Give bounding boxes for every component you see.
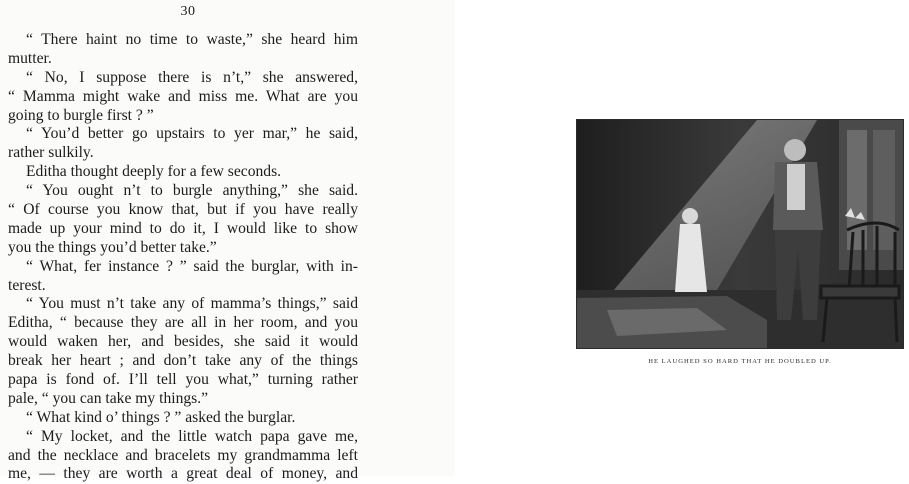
text-line: you the things you’d better take.” xyxy=(8,238,217,256)
text-line: Editha, “ because they are all in her room, and you xyxy=(8,314,358,332)
text-line: “ What kind o’ things ? ” asked the burglar. xyxy=(26,408,296,426)
text-line: “ No, I suppose there is n’t,” she answered, xyxy=(26,68,358,86)
text-line: Editha thought deeply for a few seconds. xyxy=(26,163,282,181)
page-number: 30 xyxy=(180,4,196,19)
text-line: terest. xyxy=(8,276,46,294)
text-line: rather sulkily. xyxy=(8,144,94,162)
text-line: “ Mamma might wake and miss me. What are you xyxy=(8,87,358,105)
text-line: and the necklace and bracelets my grandmamma left xyxy=(8,446,358,464)
body-text xyxy=(8,31,358,484)
text-line: “ You must n’t take any of mamma’s things,” said xyxy=(26,295,358,313)
text-line: mutter. xyxy=(8,49,52,67)
text-line: “ There haint no time to waste,” she heard him xyxy=(26,31,358,48)
text-line: “ You’d better go upstairs to yer mar,” he said, xyxy=(26,125,358,143)
text-line: “ Of course you know that, but if you have really xyxy=(8,201,358,219)
text-line: me, — they are worth a great deal of money, and xyxy=(8,465,358,483)
text-line: pale, “ you can take my things.” xyxy=(8,389,209,407)
text-line: made up your mind to do it, I would like to show xyxy=(8,219,358,237)
text-line: “ You ought n’t to burgle anything,” she said. xyxy=(26,182,358,200)
text-line: papa is fond of. I’ll tell you what,” turning rather xyxy=(8,371,358,389)
illustration-plate xyxy=(576,119,904,349)
text-line: would waken her, and besides, she said it would xyxy=(8,333,358,351)
text-line: “ What, fer instance ? ” said the burglar, with in- xyxy=(26,257,358,275)
illustration-caption: HE LAUGHED SO HARD THAT HE DOUBLED UP. xyxy=(648,358,832,365)
text-line: going to burgle first ? ” xyxy=(8,106,154,124)
text-line: break her heart ; and don’t take any of the things xyxy=(8,352,358,370)
left-page xyxy=(0,0,455,483)
text-line: “ My locket, and the little watch papa gave me, xyxy=(26,427,358,445)
